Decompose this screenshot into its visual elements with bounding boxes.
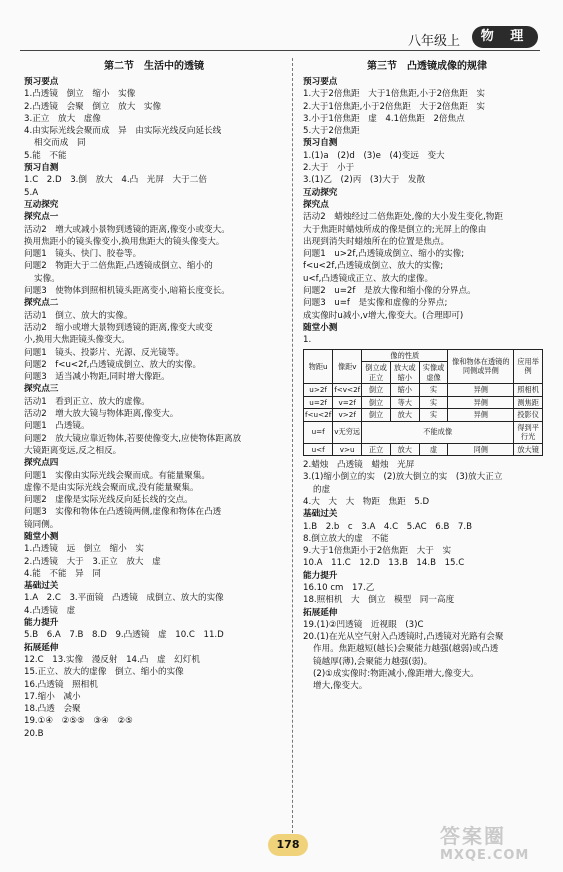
answer-line: 问题1 凸透镜。 [24,421,90,432]
table-header-cell: 放大或缩小 [390,362,419,384]
header-rule [20,50,540,51]
table-cell: 投影仪 [514,409,543,422]
table-row [304,409,543,422]
table-header-cell: 物距u [304,349,333,384]
answer-line: 1.C 2.D 3.倒 放大 4.凸 光屏 大于二倍 [24,175,207,186]
table-body-top [304,384,543,422]
section-heading: 探究点四 [24,458,59,469]
section-heading: 预习要点 [24,77,59,87]
answer-line: 问题2 u=2f 是放大像和缩小像的分界点。 [303,286,476,297]
answer-line: 4.大 大 大 物距 焦距 5.D [303,496,430,507]
answer-line: 大于焦距时蜡烛所成的像是倒立的;光屏上的像由 [303,224,487,235]
watermark-logo: 答案圈 [440,824,506,848]
answer-line: 5.能 不能 [24,150,67,161]
answer-line: 3.小于1倍焦距 虚 4.1倍焦距 2倍焦点 [303,113,465,124]
page-header [0,0,563,52]
table-header-cell: 像的性质 [362,349,448,362]
answer-line: 活动1 看到正立、放大的虚像。 [24,396,150,407]
table-cell: 等大 [390,396,419,409]
answer-line: 问题2 f<u<2f,凸透镜成倒立、放大的实像。 [24,359,202,370]
section-title-left: 第二节 生活中的透镜 [104,61,204,72]
answer-line: 换用焦距小的镜头像变小,换用焦距大的镜头像变大。 [24,236,225,247]
answer-line: 小,换用大焦距镜头像变大。 [24,335,130,346]
section-heading: 预习自测 [303,138,338,149]
table-cell: 实 [419,396,448,409]
table-cell: 异侧 [448,384,514,397]
answer-line: 16.10 cm 17.乙 [303,583,375,593]
answer-line: 相交而成 同 [34,138,86,149]
answer-line: 问题1 镜头、快门、胶卷等。 [24,249,142,260]
answer-line: 3.(1)缩小倒立的实 (2)放大倒立的实 (3)放大正立 [303,472,503,483]
table-cell: v无穷远 [333,421,362,443]
section-heading: 随堂小测 [24,531,59,542]
answer-line: 2.凸透镜 大于 3.正立 放大 虚 [24,556,161,567]
answer-line: u<f,凸透镜成正立、放大的虚像。 [303,273,434,284]
table-cell: 异侧 [448,409,514,422]
table-cell: 虚 [419,443,448,456]
table-cell: 实 [419,409,448,422]
page-number: 178 [268,834,308,856]
answer-line: f<u<2f,凸透镜成倒立、放大的实像; [303,261,444,272]
answer-line: 15.正立、放大的虚像 倒立、缩小的实像 [24,667,184,678]
right-column [303,60,551,693]
answer-line: 问题3 使物体到照相机镜头距离变小,暗箱长度变长。 [24,286,230,297]
table-header-cell: 应用举例 [514,349,543,384]
answer-line: 1.凸透镜 倒立 缩小 实像 [24,89,136,100]
answer-line: 成实像时u减小,v增大,像变大。(合理即可) [303,310,464,321]
answer-line: 2.大于1倍焦距,小于2倍焦距 大于2倍焦距 实 [303,101,486,112]
table-cell: 倒立 [362,396,391,409]
table-cell: 放大 [390,409,419,422]
answer-line: 作用。焦距越短(越长)会聚能力越强(越弱)或凸透 [313,644,499,655]
table-header-cell: 倒立或正立 [362,362,391,384]
table-cell: v>2f [333,409,362,422]
section-title-right: 第三节 凸透镜成像的规律 [367,61,487,72]
table-cell: 实 [419,384,448,397]
answer-line: 出现到消失时蜡烛所在的位置是焦点。 [303,236,450,247]
grade-label: 八年级上 [408,34,461,49]
table-cell: u=f [304,421,333,443]
section-heading: 能力提升 [24,618,59,629]
answer-line: 问题3 适当减小物距,同时增大像距。 [24,372,170,383]
answer-line: 活动2 增大或减小景物到透镜的距离,像变小或变大。 [24,224,230,235]
table-cell: u=2f [304,396,333,409]
section-heading: 拓展延伸 [24,642,59,653]
table-body-bottom [304,443,543,456]
answer-line: 19.(1)②凹透镜 近视眼 (3)C [303,619,424,630]
answer-line: 12.C 13.实像 漫反射 14.凸 虚 幻灯机 [24,654,200,665]
table-cell: 缩小 [390,384,419,397]
table-cell: 正立 [362,443,391,456]
section-heading: 探究点 [303,199,329,210]
answer-line: 虚像不是由实际光线会聚而成,没有能量聚集。 [24,482,199,493]
column-divider [292,58,293,833]
table-row [304,421,543,443]
answer-line: 18.凸透 会聚 [24,704,81,715]
left-answers [24,76,284,740]
answer-line: 活动2 增大放大镜与物体距离,像变大。 [24,409,179,420]
table-cell: u>2f [304,384,333,397]
table-header-row [304,349,543,362]
imaging-table [303,349,543,457]
table-cell: 同侧 [448,443,514,456]
section-heading: 探究点一 [24,212,59,223]
table-cell: u<f [304,443,333,456]
section-heading: 能力提升 [303,570,338,581]
table-cell: 倒立 [362,384,391,397]
answer-line: 20.(1)在光从空气射入凸透镜时,凸透镜对光路有会聚 [303,632,504,643]
answer-line: 2.大于 小于 [303,163,355,174]
answer-line: 8.倒立放大的虚 不能 [303,533,389,544]
answer-line: 18.照相机 大 倒立 模型 同一高度 [303,595,455,606]
left-column [24,60,284,740]
answer-line: 活动2 缩小或增大景物到透镜的距离,像变大或变 [24,322,213,333]
section-heading: 预习自测 [24,163,59,174]
answer-line: 1.A 2.C 3.平面镜 凸透镜 成倒立、放大的实像 [24,593,224,604]
answer-line: 1.大于2倍焦距 大于1倍焦距,小于2倍焦距 实 [303,89,486,100]
answer-line: 3.正立 放大 虚像 [24,113,101,124]
table-cell: 得到平行光 [514,421,543,443]
table-row [304,443,543,456]
answer-line: 1. [303,335,312,346]
table-cell: 异侧 [448,396,514,409]
answer-line: 2.凸透镜 会聚 倒立 放大 实像 [24,101,162,112]
answer-line: (2)①成实像时:物距减小,像距增大,像变大。 [313,669,479,680]
answer-line: 4.能 不能 异 同 [24,568,101,579]
table-cell: 测焦距 [514,396,543,409]
answer-line: 活动2 蜡烛经过二倍焦距处,像的大小发生变化,物距 [303,212,503,223]
answer-line: 1.(1)a (2)d (3)e (4)变远 变大 [303,150,445,161]
table-cell: f<v<2f [334,385,361,395]
answer-line: 5.A [24,187,39,198]
section-heading: 探究点三 [24,384,59,395]
answer-line: 增大,像变大。 [313,681,368,692]
table-cell: 放大镜 [514,443,543,456]
answer-line: 问题3 u=f 是实像和虚像的分界点; [303,298,448,309]
answer-line: 20.B [24,728,44,739]
answer-line: 镜同侧。 [24,519,59,530]
answer-line: 1.B 2.b c 3.A 4.C 5.AC 6.B 7.B [303,521,473,532]
answer-line: 问题1 实像由实际光线会聚而成。有能量聚集。 [24,470,210,481]
answer-line: 19.①④ ②⑤⑤ ③④ ②⑤ [24,716,133,727]
table-cell: 倒立 [362,409,391,422]
answer-line: 大镜距离变远,反之相反。 [24,445,122,456]
table-cell: f<u<2f [305,410,332,420]
answer-line: 问题1 u>2f,凸透镜成倒立、缩小的实像; [303,249,465,260]
answer-line: 4.凸透镜 虚 [24,605,76,616]
section-heading: 探究点二 [24,298,59,309]
table-cell: 放大 [390,443,419,456]
section-heading: 拓展延伸 [303,607,338,618]
section-heading: 基础过关 [24,581,59,592]
table-cell: 不能成像 [362,421,514,443]
answer-line: 5.B 6.A 7.B 8.D 9.凸透镜 虚 10.C 11.D [24,630,224,641]
table-row [304,396,543,409]
section-heading: 基础过关 [303,509,338,520]
answer-line: 问题2 放大镜应靠近物体,若要使像变大,应使物体距离放 [24,433,242,444]
table-cell: v=2f [333,396,362,409]
section-heading: 预习要点 [303,77,338,87]
section-heading: 互动探究 [24,199,59,210]
answer-line: 2.蜡烛 凸透镜 蜡烛 光屏 [303,460,415,471]
answer-line: 10.A 11.C 12.D 13.B 14.B 15.C [303,558,465,569]
answer-line: 问题2 物距大于二倍焦距,凸透镜成倒立、缩小的 [24,261,213,272]
answer-line: 镜越厚(薄),会聚能力越强(弱)。 [313,656,433,667]
table-cell: 照相机 [514,384,543,397]
answer-line: 问题2 虚像是实际光线反向延长线的交点。 [24,495,193,506]
table-header-cell: 实像或虚像 [419,362,448,384]
section-heading: 互动探究 [303,187,338,198]
answer-line: 16.凸透镜 照相机 [24,679,98,690]
table-row [304,384,543,397]
answer-line: 1.凸透镜 远 倒立 缩小 实 [24,544,144,555]
answer-line: 4.由实际光线会聚而成 异 由实际光线反向延长线 [24,126,222,137]
table-cell: v>u [333,443,362,456]
answer-line: 5.大于2倍焦距 [303,126,360,137]
section-heading: 随堂小测 [303,322,338,333]
answer-line: 3.(1)乙 (2)丙 (3)大于 发散 [303,175,426,186]
answer-line: 实像。 [34,273,60,284]
answer-line: 问题3 实像和物体在凸透镜两侧,虚像和物体在凸透 [24,507,222,518]
answer-line: 的虚 [313,484,331,495]
right-answers-bottom [303,459,551,693]
watermark-url: MXQE.COM [440,848,530,863]
answer-line: 9.大于1倍焦距小于2倍焦距 大于 实 [303,546,452,557]
subject-badge: 物 理 [472,26,538,48]
answer-line: 17.缩小 减小 [24,691,81,702]
table-header-cell: 像距v [333,349,362,384]
answer-line: 问题1 镜头、投影片、光源、反光镜等。 [24,347,185,358]
right-answers-top [303,76,551,347]
table-header-cell: 像和物体在透镜的同侧或异侧 [448,349,514,384]
answer-line: 活动1 倒立、放大的实像。 [24,310,133,321]
